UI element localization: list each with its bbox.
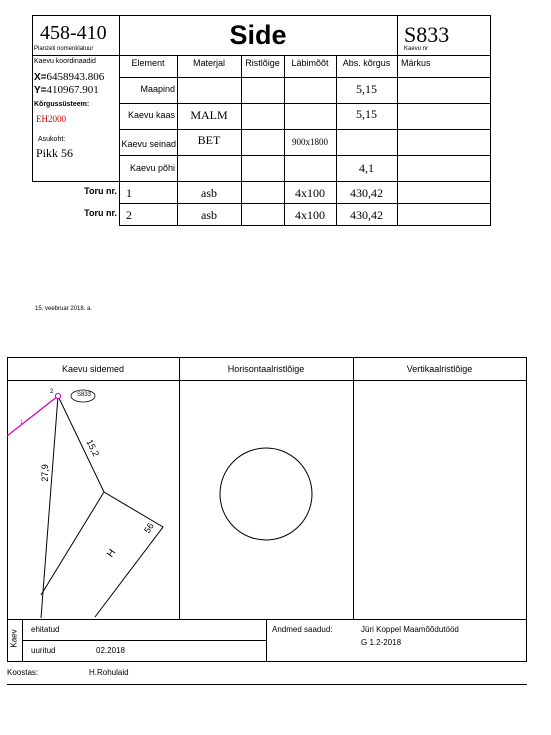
data-source: Jüri Koppel Maamõõdutööd bbox=[361, 625, 459, 634]
dimension-left: 27,9 bbox=[39, 464, 50, 482]
pipe-label: Toru nr. bbox=[84, 208, 117, 218]
col-abs-height: Abs. kõrgus bbox=[342, 58, 391, 68]
row-material: BET bbox=[197, 133, 221, 147]
pipe-number: 1 bbox=[126, 186, 132, 200]
col-remarks: Märkus bbox=[401, 58, 431, 68]
row-diameter: 900x1800 bbox=[292, 137, 328, 147]
row-abs-height: 5,15 bbox=[356, 107, 377, 121]
well-tag: S833 bbox=[76, 392, 91, 398]
well-outline bbox=[41, 396, 58, 618]
well-outline bbox=[58, 396, 163, 617]
data-source-ref: G 1.2-2018 bbox=[361, 638, 402, 647]
col-element: Element bbox=[131, 58, 165, 68]
pipe-abs-height: 430,42 bbox=[350, 208, 383, 222]
data-source-label: Andmed saadud: bbox=[272, 625, 333, 634]
row-abs-height: 5,15 bbox=[356, 82, 377, 96]
built-label: ehitatud bbox=[31, 625, 60, 634]
col-material: Materjal bbox=[192, 58, 225, 68]
pipe-label-sketch: 1 bbox=[20, 420, 24, 426]
address-label: Asukoht: bbox=[38, 136, 66, 143]
height-system-label: Kõrgussüsteem: bbox=[34, 101, 90, 108]
pipe-label: Toru nr. bbox=[84, 186, 117, 196]
pipe-material: asb bbox=[201, 208, 217, 222]
surveyed-label: uuritud bbox=[31, 646, 56, 655]
coord-x: X=6458943.806 bbox=[34, 71, 105, 83]
coord-y: Y=410967.901 bbox=[34, 84, 99, 96]
pipe-number: 2 bbox=[126, 208, 132, 222]
author: H.Rohulaid bbox=[89, 668, 129, 677]
nomenclature: 458-410 bbox=[40, 22, 107, 44]
dimension-right: 56 bbox=[142, 521, 156, 535]
section-title: Horisontaalristlõige bbox=[227, 364, 305, 374]
well-number: S833 bbox=[404, 22, 450, 47]
well-outline bbox=[41, 492, 104, 595]
row-material: MALM bbox=[190, 108, 228, 122]
pipe-diameter: 4x100 bbox=[295, 208, 325, 222]
point-label: 2 bbox=[50, 389, 54, 395]
row-element: Kaevu põhi bbox=[129, 163, 175, 173]
pipe-diameter: 4x100 bbox=[295, 186, 325, 200]
nomenclature-label: Planzeti nomenklatuur bbox=[34, 46, 94, 52]
author-label: Koostas: bbox=[7, 668, 39, 677]
col-section: Ristlõige bbox=[245, 58, 280, 68]
coords-label: Kaevu koordinaadid bbox=[34, 58, 96, 65]
document-date: 15. veebruar 2018. a. bbox=[35, 306, 93, 312]
row-element: Kaevu seinad bbox=[121, 139, 176, 149]
address: Pikk 56 bbox=[36, 146, 74, 160]
row-abs-height: 4,1 bbox=[359, 161, 374, 175]
dimension-top: 15,2 bbox=[84, 437, 102, 459]
col-diameter: Läbimõõt bbox=[291, 58, 329, 68]
row-element: Kaevu kaas bbox=[127, 110, 175, 120]
well-number-label: Kaevu nr bbox=[404, 46, 429, 52]
horizontal-section-circle bbox=[220, 448, 312, 540]
pipe-abs-height: 430,42 bbox=[350, 186, 383, 200]
section-title: Vertikaalristlõige bbox=[406, 364, 473, 374]
point-marker-icon bbox=[55, 393, 60, 398]
row-element: Maapind bbox=[140, 84, 175, 94]
side-label: Kaev bbox=[9, 629, 19, 648]
pipe-material: asb bbox=[201, 186, 217, 200]
letter-h: H bbox=[105, 547, 119, 560]
height-system: EH2000 bbox=[36, 114, 66, 124]
surveyed-date: 02.2018 bbox=[96, 646, 125, 655]
section-title: Kaevu sidemed bbox=[61, 364, 125, 374]
page-title: Side bbox=[229, 20, 287, 50]
pipe-line bbox=[7, 396, 58, 436]
